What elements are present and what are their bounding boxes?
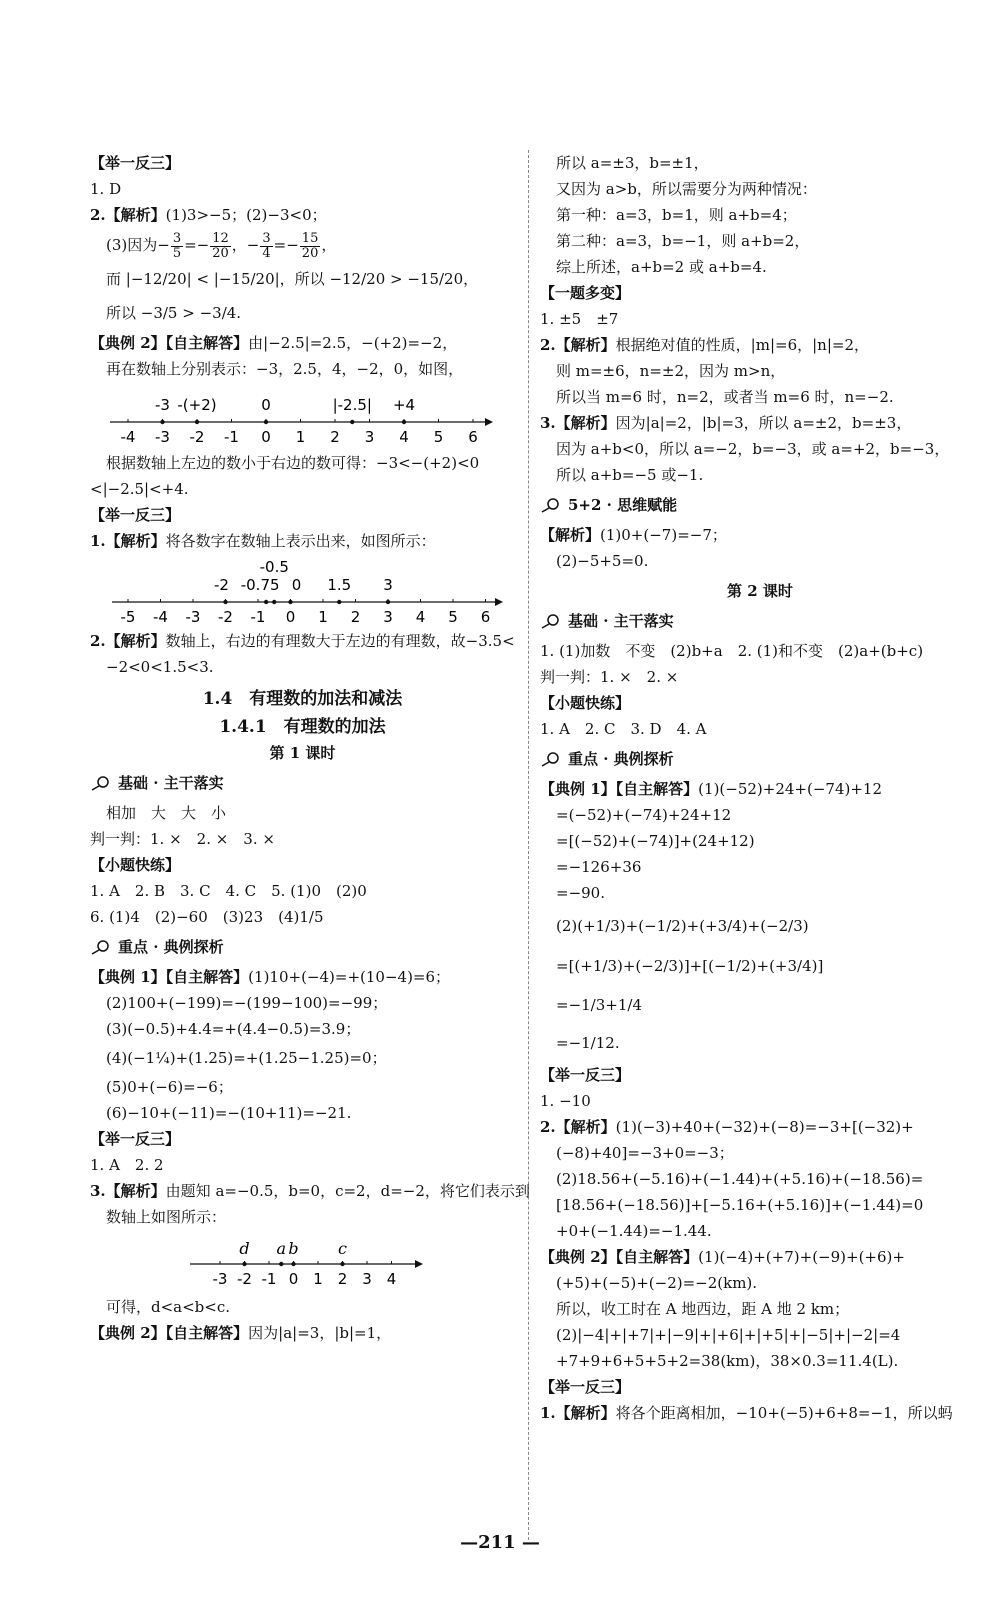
answer-text: 由题知 a=−0.5，b=0，c=2，d=−2，将它们表示到: [165, 1182, 530, 1200]
answer-line: +7+9+6+5+5+2=38(km)，38×0.3=11.4(L).: [556, 1352, 899, 1370]
answer-line: [540, 1400, 980, 1426]
answer-line: [540, 332, 980, 358]
answer-line: +0+(−1.44)=−1.44.: [556, 1222, 712, 1240]
number-line-1: [90, 386, 515, 446]
answer-line: (6)−10+(−11)=−(10+11)=−21.: [106, 1104, 352, 1122]
point-label: 0: [261, 396, 271, 414]
answer-line: [18.56+(−18.56)]+[−5.16+(+5.16)]+(−1.44)=0: [556, 1196, 924, 1214]
tick-label: -4: [120, 428, 136, 446]
magnifier-icon: [540, 497, 562, 513]
point-label: 0: [291, 576, 302, 594]
point-mark: [195, 420, 199, 424]
answer-line: =−1/12.: [556, 1034, 620, 1052]
heading-practice: 【举一反三】: [90, 506, 181, 524]
answer-text: ，: [321, 236, 337, 254]
answer-text: (1)10+(−4)=+(10−4)=6；: [248, 968, 451, 986]
point-label: d: [239, 1239, 250, 1258]
tick-label: 4: [415, 608, 426, 624]
heading-practice: 【举一反三】: [540, 1066, 631, 1084]
analysis-tag: 1.【解析】: [540, 1404, 616, 1422]
analysis-tag: 2.【解析】: [90, 206, 166, 224]
example-tag: 【典例 2】【自主解答】: [90, 1324, 249, 1342]
tick-label: -5: [120, 608, 136, 624]
analysis-tag: 3.【解析】: [540, 414, 616, 432]
answer-line: (4)(−1¼)+(1.25)=+(1.25−1.25)=0；: [106, 1049, 387, 1067]
tick-label: 6: [480, 608, 491, 624]
answer-line: 再在数轴上分别表示：−3，2.5，4，−2，0，如图，: [106, 360, 464, 378]
section-foundation: [90, 770, 515, 796]
answer-line: 第一种：a=3，b=1，则 a+b=4；: [556, 206, 797, 224]
answer-line: 所以 a=±3，b=±1，: [556, 154, 709, 172]
example-tag: 【典例 1】【自主解答】: [90, 968, 249, 986]
numerator: 3: [262, 230, 271, 246]
answer-line: [90, 1320, 515, 1346]
point-mark: [279, 1262, 283, 1266]
answer-line: (3)(−0.5)+4.4=+(4.4−0.5)=3.9；: [106, 1020, 361, 1038]
answer-line: 所以 a+b=−5 或−1.: [556, 466, 704, 484]
answer-line: 判一判：1. × 2. ×: [540, 668, 679, 686]
answer-line: [540, 1114, 980, 1140]
point-mark: [337, 600, 341, 604]
number-line-2: [90, 558, 515, 624]
section-heading: 1.4 有理数的加法和减法: [202, 689, 403, 709]
analysis-tag: 1.【解析】: [90, 532, 166, 550]
answer-line: <|−2.5|<+4.: [90, 480, 189, 498]
tick-label: 2: [350, 608, 361, 624]
tick-label: -2: [218, 608, 233, 624]
point-mark: [386, 600, 390, 604]
analysis-tag: 2.【解析】: [90, 632, 166, 650]
answer-line: (2)|−4|+|+7|+|−9|+|+6|+|+5|+|−5|+|−2|=4: [556, 1326, 901, 1344]
point-mark: [402, 420, 406, 424]
answer-text: =−: [184, 236, 210, 254]
answer-line: 因为 a+b<0，所以 a=−2，b=−3，或 a=+2，b=−3，: [556, 440, 950, 458]
tick-label: 0: [288, 1270, 299, 1288]
section-title: 基础 · 主干落实: [568, 612, 674, 630]
section-title: 基础 · 主干落实: [118, 774, 224, 792]
point-mark: [291, 1262, 295, 1266]
answer-line: 所以，收工时在 A 地西边，距 A 地 2 km；: [556, 1300, 850, 1318]
heading-practice: 【举一反三】: [90, 154, 181, 172]
answer-text: 由|−2.5|=2.5，−(+2)=−2，: [248, 334, 458, 352]
answer-text: (1)0+(−7)=−7；: [600, 526, 727, 544]
heading-variation: 【一题多变】: [540, 284, 631, 302]
answer-line: 根据数轴上左边的数小于右边的数可得：−3<−(+2)<0: [106, 454, 480, 472]
answer-line: (5)0+(−6)=−6；: [106, 1078, 233, 1096]
point-label: c: [338, 1239, 347, 1258]
column-divider: [528, 150, 529, 1540]
tick-label: 6: [468, 428, 478, 446]
tick-label: -3: [155, 428, 170, 446]
analysis-tag: 2.【解析】: [540, 336, 616, 354]
analysis-tag: 3.【解析】: [90, 1182, 166, 1200]
answer-text: 将各个距离相加，−10+(−5)+6+8=−1，所以蚂: [615, 1404, 953, 1422]
answer-line: 而 |−12/20| < |−15/20|，所以 −12/20 > −15/20，: [106, 270, 479, 288]
answer-line: [90, 202, 515, 228]
answer-line: 1. (1)加数 不变 (2)b+a 2. (1)和不变 (2)a+(b+c): [540, 642, 924, 660]
denominator: 20: [301, 245, 319, 261]
point-mark: [350, 420, 354, 424]
numerator: 3: [172, 230, 182, 246]
tick-label: -3: [212, 1270, 228, 1288]
answer-text: =−: [273, 236, 299, 254]
tick-label: -1: [261, 1270, 277, 1288]
answer-line: (−8)+40]=−3+0=−3；: [556, 1144, 734, 1162]
lesson-heading: 第 1 课时: [269, 744, 336, 762]
left-column: [90, 150, 530, 1346]
tick-label: 3: [383, 608, 393, 624]
example-tag: 【典例 1】【自主解答】: [540, 780, 699, 798]
point-mark: [264, 420, 268, 424]
answer-line: 1. D: [90, 180, 122, 198]
point-label: -(+2): [177, 396, 217, 414]
answer-line: (2)−5+5=0.: [556, 552, 649, 570]
magnifier-icon: [540, 751, 562, 767]
answer-line: [540, 776, 980, 802]
answer-line: 1. A 2. 2: [90, 1156, 164, 1174]
point-mark: [264, 600, 268, 604]
answer-line: 所以当 m=6 时，n=2，或者当 m=6 时，n=−2.: [556, 388, 894, 406]
tick-label: 2: [337, 1270, 348, 1288]
point-label: 1.5: [327, 576, 352, 594]
section-title: 重点 · 典例探析: [568, 750, 674, 768]
point-label: -0.5: [259, 558, 289, 576]
answer-text: (1)(−52)+24+(−74)+12: [698, 780, 883, 798]
lesson-heading: 第 2 课时: [727, 582, 793, 600]
answer-line: (2)18.56+(−5.16)+(−1.44)+(+5.16)+(−18.56)=: [556, 1170, 924, 1188]
answer-line: [90, 228, 515, 262]
answer-text: 将各数字在数轴上表示出来，如图所示：: [165, 532, 436, 550]
section-title: 5+2 · 思维赋能: [568, 496, 678, 514]
answer-line: [540, 522, 980, 548]
answer-line: =[(−52)+(−74)]+(24+12): [556, 832, 755, 850]
right-column: [540, 150, 980, 1426]
answer-text: (1)(−3)+40+(−32)+(−8)=−3+[(−32)+: [615, 1118, 914, 1136]
answer-line: [90, 330, 515, 356]
section-thinking: [540, 492, 980, 518]
heading-practice: 【举一反三】: [540, 1378, 631, 1396]
answer-text: (1)3>−5；(2)−3<0；: [165, 206, 327, 224]
tick-label: 4: [386, 1270, 397, 1288]
example-tag: 【典例 2】【自主解答】: [540, 1248, 699, 1266]
page-number: —211 —: [460, 1532, 540, 1553]
answer-line: [90, 964, 515, 990]
number-line-3: [90, 1234, 515, 1290]
answer-line: =−126+36: [556, 858, 642, 876]
tick-label: 1: [318, 608, 328, 624]
point-label: +4: [392, 396, 416, 414]
answer-line: 综上所述，a+b=2 或 a+b=4.: [556, 258, 767, 276]
answer-line: [90, 628, 515, 654]
answer-line: [90, 528, 515, 554]
answer-line: =[(+1/3)+(−2/3)]+[(−1/2)+(+3/4)]: [556, 957, 824, 975]
tick-label: 5: [448, 608, 458, 624]
answer-line: =−1/3+1/4: [556, 996, 642, 1014]
answer-line: =(−52)+(−74)+24+12: [556, 806, 732, 824]
answer-line: 1. A 2. C 3. D 4. A: [540, 720, 707, 738]
answer-line: [540, 410, 980, 436]
tick-label: -3: [185, 608, 201, 624]
tick-label: 2: [330, 428, 340, 446]
heading-practice: 【举一反三】: [90, 1130, 181, 1148]
point-mark: [160, 420, 164, 424]
tick-label: 1: [295, 428, 306, 446]
answer-line: 则 m=±6，n=±2，因为 m>n，: [556, 362, 786, 380]
answer-text: 因为|a|=3，|b|=1，: [248, 1324, 392, 1342]
denominator: 5: [172, 245, 182, 261]
tick-label: 0: [261, 428, 271, 446]
answer-line: 1. A 2. B 3. C 4. C 5. (1)0 (2)0: [90, 882, 367, 900]
answer-line: 第二种：a=3，b=−1，则 a+b=2，: [556, 232, 810, 250]
answer-line: 可得，d<a<b<c.: [106, 1298, 231, 1316]
answer-line: (2)(+1/3)+(−1/2)+(+3/4)+(−2/3): [556, 917, 809, 935]
point-mark: [288, 600, 292, 604]
answer-line: 所以 −3/5 > −3/4.: [106, 304, 242, 322]
numerator: 15: [301, 230, 319, 246]
answer-line: [90, 1178, 530, 1204]
answer-text: (3)因为−: [106, 236, 170, 254]
heading-quick: 【小题快练】: [90, 856, 181, 874]
heading-quick: 【小题快练】: [540, 694, 631, 712]
tick-label: 3: [362, 1270, 372, 1288]
tick-label: -1: [250, 608, 266, 624]
point-label: -3: [155, 396, 170, 414]
subsection-heading: 1.4.1 有理数的加法: [219, 717, 386, 737]
magnifier-icon: [540, 613, 562, 629]
section-examples: [90, 934, 515, 960]
section-examples: [540, 746, 980, 772]
denominator: 4: [262, 245, 271, 261]
answer-line: 数轴上如图所示：: [106, 1208, 227, 1226]
answer-text: (1)(−4)+(+7)+(−9)+(+6)+: [698, 1248, 905, 1266]
answer-text: 因为|a|=2，|b|=3，所以 a=±2，b=±3，: [615, 414, 912, 432]
fraction: [171, 232, 183, 261]
answer-line: −2<0<1.5<3.: [106, 658, 214, 676]
fraction: [300, 232, 321, 261]
section-title: 重点 · 典例探析: [118, 938, 224, 956]
fraction: [210, 232, 231, 261]
point-label: |-2.5|: [332, 396, 372, 414]
magnifier-icon: [90, 775, 112, 791]
point-mark: [242, 1262, 246, 1266]
answer-line: =−90.: [556, 884, 605, 902]
answer-line: [540, 1244, 980, 1270]
fraction: [260, 232, 272, 261]
analysis-tag: 2.【解析】: [540, 1118, 616, 1136]
point-mark: [223, 600, 227, 604]
tick-label: 3: [364, 428, 375, 446]
answer-line: 1. −10: [540, 1092, 591, 1110]
example-tag: 【典例 2】【自主解答】: [90, 334, 249, 352]
point-label: a: [276, 1239, 287, 1258]
point-label: 3: [383, 576, 393, 594]
tick-label: -2: [189, 428, 205, 446]
answer-text: 数轴上，右边的有理数大于左边的有理数，故−3.5<: [165, 632, 515, 650]
tick-label: -1: [224, 428, 239, 446]
tick-label: -4: [153, 608, 168, 624]
magnifier-icon: [90, 939, 112, 955]
answer-line: 6. (1)4 (2)−60 (3)23 (4)1/5: [90, 908, 324, 926]
point-label: -0.75: [240, 576, 280, 594]
answer-line: 相加 大 大 小: [106, 804, 227, 822]
answer-line: 1. ±5 ±7: [540, 310, 619, 328]
tick-label: 1: [313, 1270, 323, 1288]
answer-line: (2)100+(−199)=−(199−100)=−99；: [106, 994, 388, 1012]
tick-label: -2: [237, 1270, 252, 1288]
point-mark: [272, 600, 276, 604]
denominator: 20: [212, 245, 229, 261]
numerator: 12: [212, 230, 229, 246]
tick-label: 4: [399, 428, 409, 446]
answer-text: 根据绝对值的性质，|m|=6，|n|=2，: [615, 336, 869, 354]
answer-line: 又因为 a>b，所以需要分为两种情况：: [556, 180, 817, 198]
tick-label: 0: [285, 608, 296, 624]
point-label: b: [288, 1239, 299, 1258]
analysis-tag: 【解析】: [540, 526, 601, 544]
point-label: -2: [214, 576, 229, 594]
point-mark: [340, 1262, 344, 1266]
answer-line: (+5)+(−5)+(−2)=−2(km).: [556, 1274, 758, 1292]
answer-line: 判一判：1. × 2. × 3. ×: [90, 830, 275, 848]
section-foundation: [540, 608, 980, 634]
answer-text: ，−: [231, 236, 260, 254]
tick-label: 5: [433, 428, 444, 446]
